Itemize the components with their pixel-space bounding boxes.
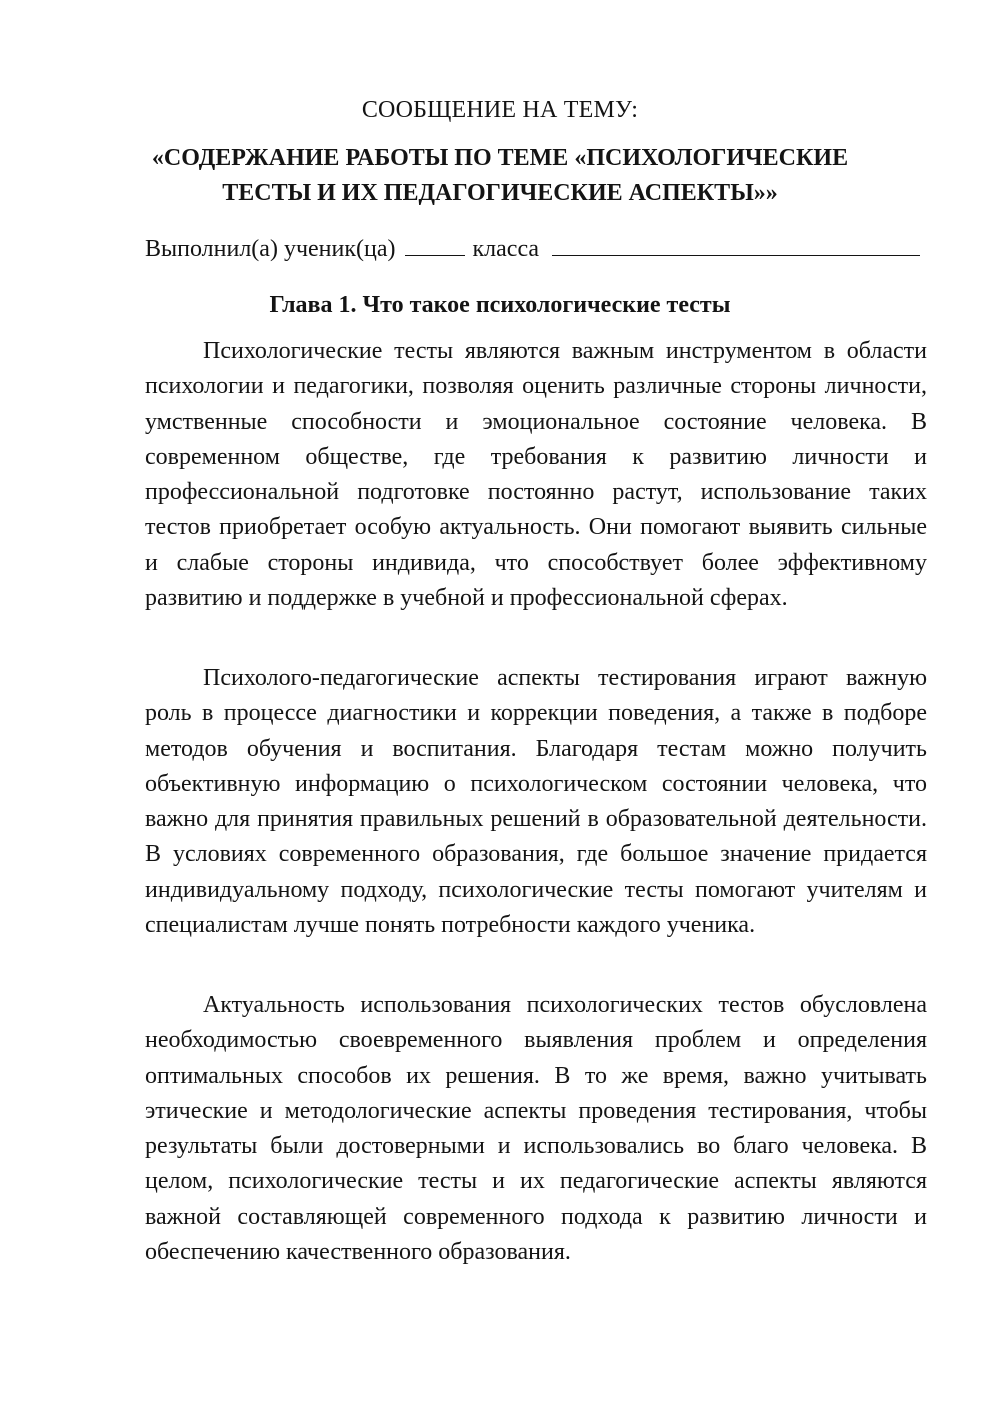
grade-blank-line [405, 233, 465, 256]
name-blank-line [552, 233, 920, 256]
document-title-line-1: «СОДЕРЖАНИЕ РАБОТЫ ПО ТЕМЕ «ПСИХОЛОГИЧЕСКИЕ [151, 145, 849, 171]
byline-prefix: Выполнил(а) ученик(ца) [145, 236, 396, 262]
byline-class-label: класса [472, 236, 540, 262]
body-paragraph: Психолого-педагогические аспекты тестирования играют важную роль в процессе диагностики и коррекции поведения, а также в подборе методов обучения и воспитания. Благодаря тестам можно получить объективную информацию о психологическом состоянии человека, что важно для принятия правильных решений в образовательной деятельности. В условиях современного образования, где большое значение придается индивидуальному подходу, психологические тесты помогают учителям и специалистам лучше понять потребности каждого ученика. [145, 665, 927, 939]
chapter-title: Глава 1. Что такое психологические тесты [269, 292, 731, 318]
author-byline [145, 233, 920, 264]
document-title-line-2: ТЕСТЫ И ИХ ПЕДАГОГИЧЕСКИЕ АСПЕКТЫ»» [222, 180, 778, 206]
body-paragraph: Актуальность использования психологических тестов обусловлена необходимостью своевременного выявления проблем и определения оптимальных способов их решения. В то же время, важно учитывать этические и методологические аспекты проведения тестирования, чтобы результаты были достоверными и использовались во благо человека. В целом, психологические тесты и их педагогические аспекты являются важной составляющей современного подхода к развитию личности и обеспечению качественного образования. [145, 992, 927, 1266]
document-heading-label: СООБЩЕНИЕ НА ТЕМУ: [361, 97, 639, 123]
body-paragraph: Психологические тесты являются важным инструментом в области психологии и педагогики, позволяя оценить различные стороны личности, умственные способности и эмоциональное состояние человека. В современном обществе, где требования к развитию личности и профессиональной подготовке постоянно растут, использование таких тестов приобретает особую актуальность. Они помогают выявить сильные и слабые стороны индивида, что способствует более эффективному развитию и поддержке в учебной и профессиональной сферах. [145, 338, 927, 612]
